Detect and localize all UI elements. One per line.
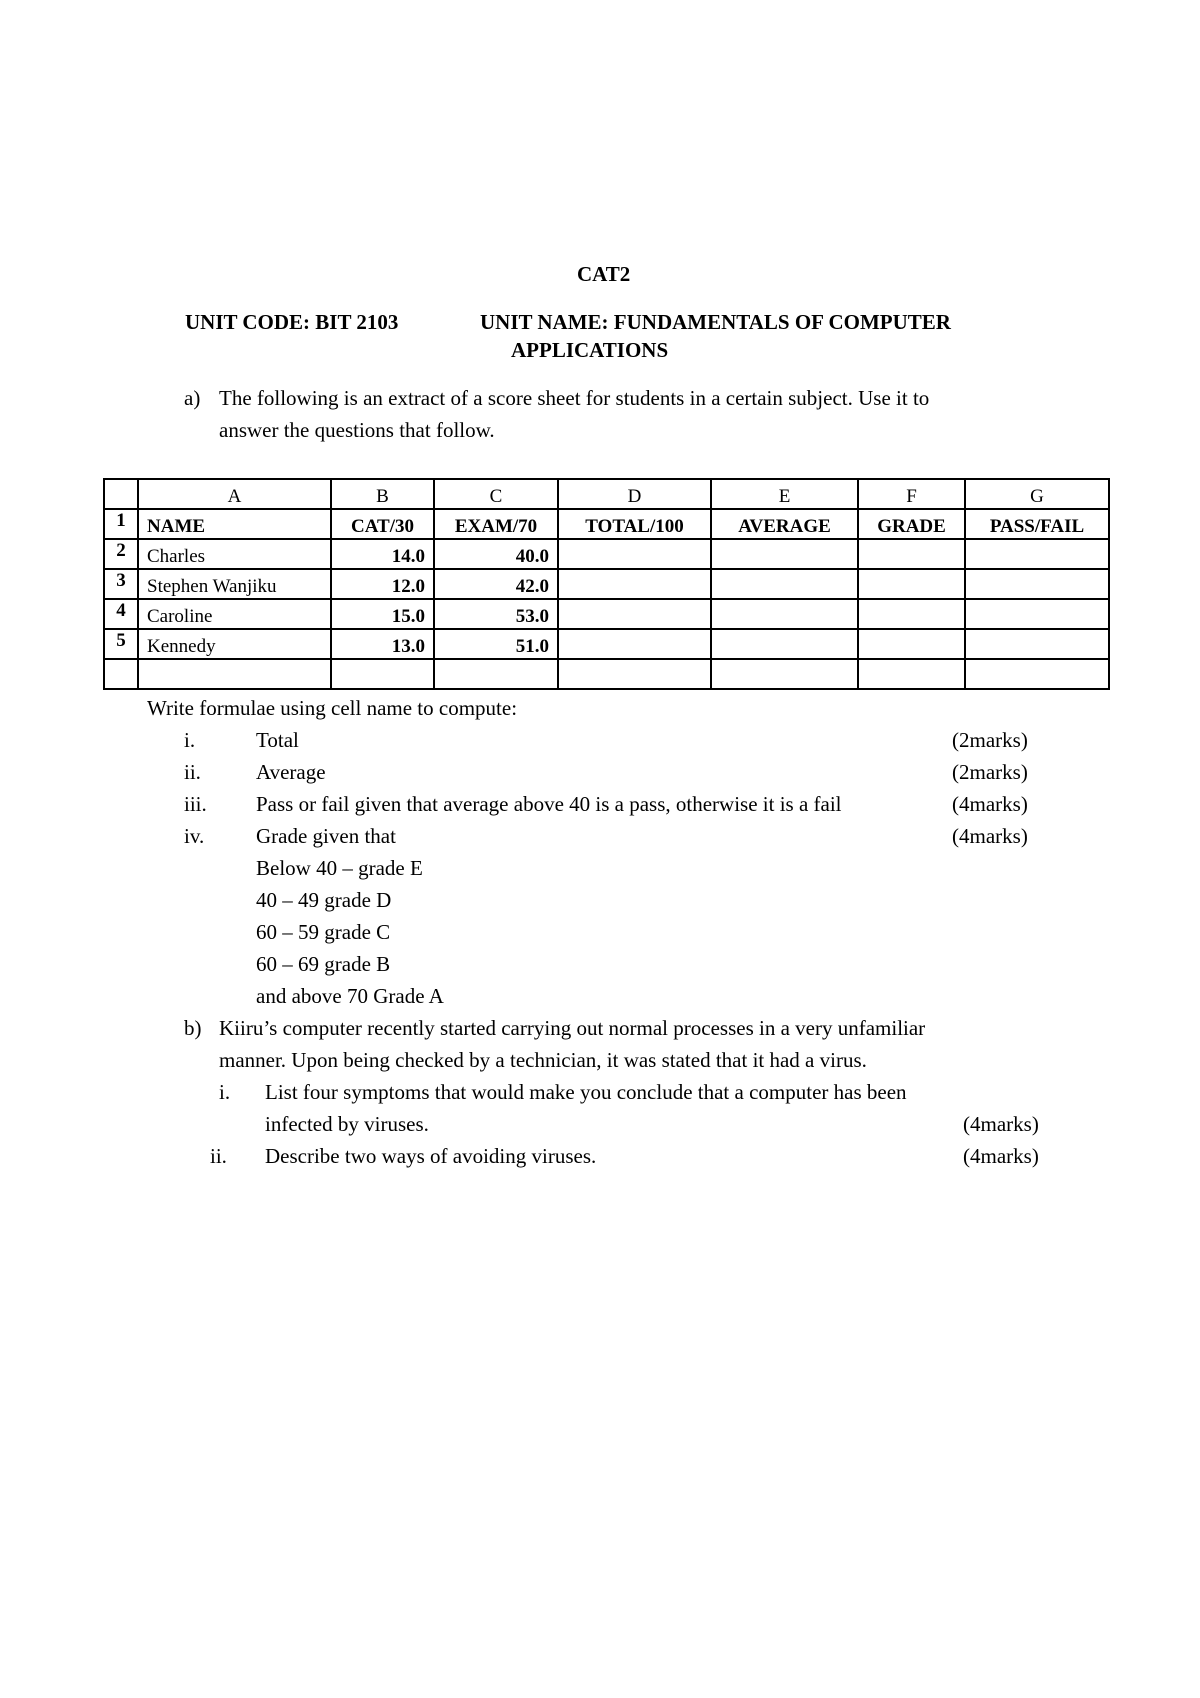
question-number: i. [184,728,196,752]
col-letter-b: B [331,479,434,509]
cell-exam: 42.0 [434,569,558,599]
question-text-line2: infected by viruses. [265,1112,429,1136]
row-number: 4 [104,599,138,629]
cell-grade [858,569,965,599]
cell-exam: 40.0 [434,539,558,569]
col-letter-f: F [858,479,965,509]
table-row [104,629,1109,659]
question-marks: (4marks) [963,1144,1039,1168]
question-text: Average [256,760,326,784]
row-number: 5 [104,629,138,659]
question-text: List four symptoms that would make you conclude that a computer has been [265,1080,907,1104]
col-letter-g: G [965,479,1109,509]
cell-cat: 12.0 [331,569,434,599]
formula-instruction: Write formulae using cell name to compute: [147,696,518,720]
part-a-label: a) [184,386,201,410]
cell-average [711,629,858,659]
question-text: Describe two ways of avoiding viruses. [265,1144,597,1168]
grade-rule: 60 – 59 grade C [256,920,391,944]
part-a-intro-line2: answer the questions that follow. [219,418,495,442]
header-pass-fail: PASS/FAIL [965,509,1109,539]
corner-cell [104,479,138,509]
col-letter-d: D [558,479,711,509]
question-marks: (4marks) [952,792,1028,816]
table-row [104,539,1109,569]
header-cat: CAT/30 [331,509,434,539]
question-number: ii. [210,1144,227,1168]
cell-total [558,629,711,659]
header-average: AVERAGE [711,509,858,539]
question-text: Pass or fail given that average above 40 is a pass, otherwise it is a fail [256,792,842,816]
col-letter-c: C [434,479,558,509]
cell-average [711,599,858,629]
cell-name: Kennedy [138,629,331,659]
cell-pass-fail [965,569,1109,599]
page-title: CAT2 [577,262,631,286]
part-b-label: b) [184,1016,202,1040]
question-marks: (4marks) [963,1112,1039,1136]
table-row [104,599,1109,629]
cell-name: Caroline [138,599,331,629]
cell-name: Stephen Wanjiku [138,569,331,599]
header-total: TOTAL/100 [558,509,711,539]
cell-cat: 15.0 [331,599,434,629]
row-number: 1 [104,509,138,539]
cell-grade [858,599,965,629]
cell-pass-fail [965,599,1109,629]
score-sheet-table [103,478,1110,690]
col-letter-e: E [711,479,858,509]
cell-cat: 13.0 [331,629,434,659]
grade-rule: 60 – 69 grade B [256,952,391,976]
part-b-intro-line1: Kiiru’s computer recently started carrying out normal processes in a very unfamiliar [219,1016,926,1040]
cell-cat: 14.0 [331,539,434,569]
column-letter-row [104,479,1109,509]
cell-pass-fail [965,539,1109,569]
grade-rule: and above 70 Grade A [256,984,444,1008]
part-a-intro-line1: The following is an extract of a score sheet for students in a certain subject. Use it to [219,386,930,410]
question-marks: (2marks) [952,728,1028,752]
grade-rule: Below 40 – grade E [256,856,423,880]
question-number: iv. [184,824,205,848]
cell-total [558,569,711,599]
question-text: Grade given that [256,824,396,848]
cell-exam: 53.0 [434,599,558,629]
cell-grade [858,629,965,659]
cell-average [711,569,858,599]
cell-average [711,539,858,569]
question-marks: (2marks) [952,760,1028,784]
unit-name-line1: UNIT NAME: FUNDAMENTALS OF COMPUTER [480,310,951,334]
col-letter-a: A [138,479,331,509]
table-row [104,509,1109,539]
question-marks: (4marks) [952,824,1028,848]
part-b-intro-line2: manner. Upon being checked by a technician, it was stated that it had a virus. [219,1048,867,1072]
header-name: NAME [138,509,331,539]
cell-total [558,539,711,569]
header-grade: GRADE [858,509,965,539]
table-row-empty [104,659,1109,689]
question-number: iii. [184,792,207,816]
header-exam: EXAM/70 [434,509,558,539]
cell-pass-fail [965,629,1109,659]
cell-grade [858,539,965,569]
row-number: 2 [104,539,138,569]
row-number: 3 [104,569,138,599]
question-number: i. [219,1080,231,1104]
table-row [104,569,1109,599]
grade-rule: 40 – 49 grade D [256,888,392,912]
cell-exam: 51.0 [434,629,558,659]
unit-name-line2: APPLICATIONS [511,338,669,362]
question-text: Total [256,728,299,752]
unit-code: UNIT CODE: BIT 2103 [185,310,399,334]
cell-name: Charles [138,539,331,569]
cell-total [558,599,711,629]
question-number: ii. [184,760,201,784]
